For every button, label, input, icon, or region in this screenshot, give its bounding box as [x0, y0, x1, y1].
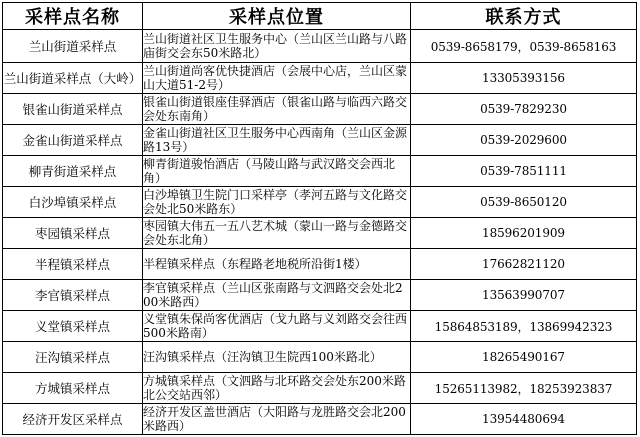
site-location: 白沙埠镇卫生院门口采样亭（孝河五路与文化路交会处北50米路东）	[143, 187, 411, 218]
site-location: 经济开发区盖世酒店（大阳路与龙胜路交会北200米路西）	[143, 404, 411, 435]
site-location: 汪沟镇采样点（汪沟镇卫生院西100米路北）	[143, 342, 411, 373]
site-name: 方城镇采样点	[3, 373, 143, 404]
table-row	[3, 404, 637, 435]
site-name: 白沙埠镇采样点	[3, 187, 143, 218]
site-location: 金雀山街道社区卫生服务中心西南角（兰山区金源路13号）	[143, 125, 411, 156]
site-phone: 13563990707	[411, 280, 637, 311]
site-location: 枣园镇大伟五一五八艺术城（蒙山一路与金德路交会处东北角）	[143, 218, 411, 249]
site-name: 枣园镇采样点	[3, 218, 143, 249]
header-name: 采样点名称	[3, 3, 143, 30]
site-name: 汪沟镇采样点	[3, 342, 143, 373]
table-row	[3, 125, 637, 156]
site-phone: 18596201909	[411, 218, 637, 249]
sampling-sites-table	[2, 2, 637, 435]
site-phone: 0539-7851111	[411, 156, 637, 187]
table-row	[3, 187, 637, 218]
table-row	[3, 249, 637, 280]
site-phone: 15864853189，13869942323	[411, 311, 637, 342]
site-phone: 18265490167	[411, 342, 637, 373]
site-phone: 13954480694	[411, 404, 637, 435]
table-row	[3, 218, 637, 249]
site-phone: 15265113982，18253923837	[411, 373, 637, 404]
site-name: 银雀山街道采样点	[3, 94, 143, 125]
site-phone: 17662821120	[411, 249, 637, 280]
site-name: 兰山街道采样点	[3, 30, 143, 63]
table-row	[3, 63, 637, 94]
header-location: 采样点位置	[143, 3, 411, 30]
site-phone: 0539-7829230	[411, 94, 637, 125]
site-location: 方城镇采样点（文泗路与北环路交会处东200米路北公交站西邻）	[143, 373, 411, 404]
table-row	[3, 94, 637, 125]
table-row	[3, 311, 637, 342]
site-phone: 0539-8650120	[411, 187, 637, 218]
table-row	[3, 30, 637, 63]
site-phone: 13305393156	[411, 63, 637, 94]
site-location: 兰山街道社区卫生服务中心（兰山区兰山路与八路庙街交会东50米路北）	[143, 30, 411, 63]
header-row	[3, 3, 637, 30]
table-row	[3, 342, 637, 373]
site-location: 李官镇采样点（兰山区张南路与文泗路交会处北200米路西）	[143, 280, 411, 311]
site-name: 兰山街道采样点（大岭）	[3, 63, 143, 94]
site-name: 金雀山街道采样点	[3, 125, 143, 156]
site-phone: 0539-8658179，0539-8658163	[411, 30, 637, 63]
site-name: 李官镇采样点	[3, 280, 143, 311]
site-name: 柳青街道采样点	[3, 156, 143, 187]
header-contact: 联系方式	[411, 3, 637, 30]
site-location: 义堂镇朱保尚客优酒店（戈九路与义刘路交会往西500米路南）	[143, 311, 411, 342]
table-row	[3, 156, 637, 187]
site-location: 柳青街道骏怡酒店（马陵山路与武汉路交会西北角）	[143, 156, 411, 187]
table-row	[3, 373, 637, 404]
site-phone: 0539-2029600	[411, 125, 637, 156]
site-location: 银雀山街道银座佳驿酒店（银雀山路与临西六路交会处东南角）	[143, 94, 411, 125]
site-location: 半程镇采样点（东程路老地税所沿街1楼）	[143, 249, 411, 280]
site-name: 经济开发区采样点	[3, 404, 143, 435]
site-name: 义堂镇采样点	[3, 311, 143, 342]
table-row	[3, 280, 637, 311]
sampling-sites-sheet	[2, 2, 636, 435]
site-name: 半程镇采样点	[3, 249, 143, 280]
site-location: 兰山街道尚客优快捷酒店（会展中心店，兰山区蒙山大道51-2号）	[143, 63, 411, 94]
